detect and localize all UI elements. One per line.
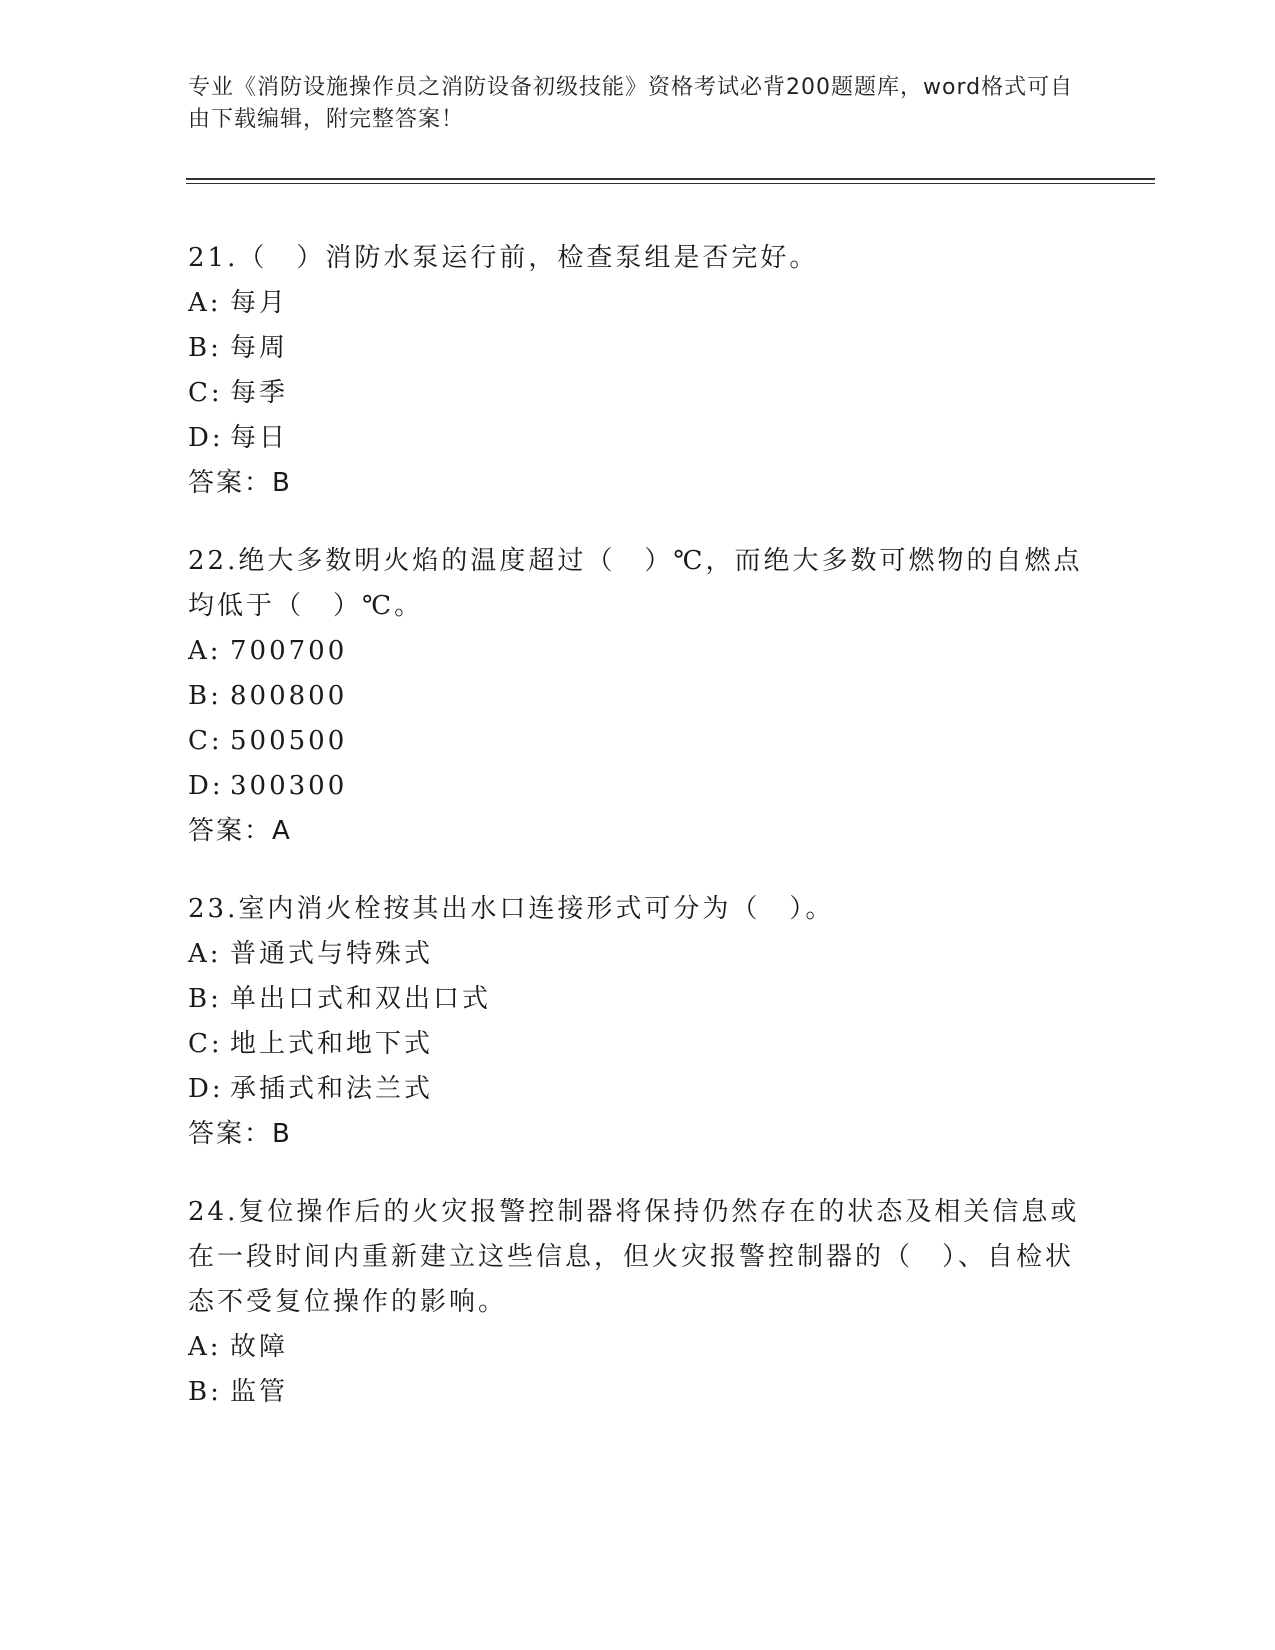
answer-label: 答案： [188,816,273,846]
option-c [188,719,1088,764]
question-stem [188,236,1088,281]
option-text: 300300 [230,771,348,801]
option-text: 单出口式和双出口式 [230,984,492,1014]
question-number: 21. [188,243,239,273]
option-key: B: [188,1377,222,1407]
option-text: 地上式和地下式 [230,1029,434,1059]
option-key: A: [188,288,222,318]
option-d [188,416,1088,461]
option-b [188,1370,1088,1415]
option-a [188,281,1088,326]
header-divider-thin [186,183,1155,184]
answer-line [188,1112,1088,1157]
answer-label: 答案： [188,1119,273,1149]
option-key: C: [188,378,223,408]
option-b [188,674,1088,719]
question-24 [188,1190,1088,1415]
question-23 [188,887,1088,1157]
header-divider-thick [186,178,1155,180]
option-a [188,629,1088,674]
answer-value: B [272,468,292,498]
option-text: 500500 [230,726,348,756]
option-a [188,932,1088,977]
option-text: 800800 [230,681,348,711]
option-d [188,764,1088,809]
question-stem [188,539,1088,629]
option-text: 监管 [230,1377,289,1407]
option-key: D: [188,1074,224,1104]
option-key: B: [188,333,222,363]
option-text: 700700 [230,636,348,666]
option-key: D: [188,771,224,801]
answer-label: 答案： [188,468,273,498]
question-text: 室内消火栓按其出水口连接形式可分为（ ）。 [238,894,835,924]
option-key: B: [188,984,222,1014]
answer-line [188,809,1088,854]
option-d [188,1067,1088,1112]
option-text: 每日 [230,423,289,453]
option-text: 普通式与特殊式 [230,939,434,969]
option-text: 故障 [230,1332,289,1362]
option-key: D: [188,423,224,453]
question-text: （ ）消防水泵运行前，检查泵组是否完好。 [238,243,819,273]
question-number: 24. [188,1197,239,1227]
question-21 [188,236,1088,506]
question-number: 22. [188,546,239,576]
question-text: 绝大多数明火焰的温度超过（ ）℃，而绝大多数可燃物的自燃点均低于（ ）℃。 [188,546,1083,621]
option-b [188,326,1088,371]
option-c [188,1022,1088,1067]
question-text: 复位操作后的火灾报警控制器将保持仍然存在的状态及相关信息或在一段时间内重新建立这些信息，但火灾报警控制器的（ ）、自检状态不受复位操作的影响。 [188,1197,1080,1317]
option-key: A: [188,636,222,666]
option-c [188,371,1088,416]
option-a [188,1325,1088,1370]
answer-line [188,461,1088,506]
question-22 [188,539,1088,854]
question-list [188,236,1088,1448]
question-stem [188,1190,1088,1325]
header-title: 专业《消防设施操作员之消防设备初级技能》资格考试必背200题题库，word格式可自由下载编辑，附完整答案！ [188,75,1074,132]
question-stem [188,887,1088,932]
question-number: 23. [188,894,239,924]
option-text: 承插式和法兰式 [230,1074,434,1104]
option-b [188,977,1088,1022]
option-text: 每季 [230,378,289,408]
option-key: A: [188,939,222,969]
option-text: 每月 [230,288,289,318]
option-key: C: [188,726,223,756]
answer-value: A [272,816,292,846]
option-key: A: [188,1332,222,1362]
option-text: 每周 [230,333,289,363]
option-key: C: [188,1029,223,1059]
document-header [188,72,1088,136]
answer-value: B [272,1119,292,1149]
option-key: B: [188,681,222,711]
